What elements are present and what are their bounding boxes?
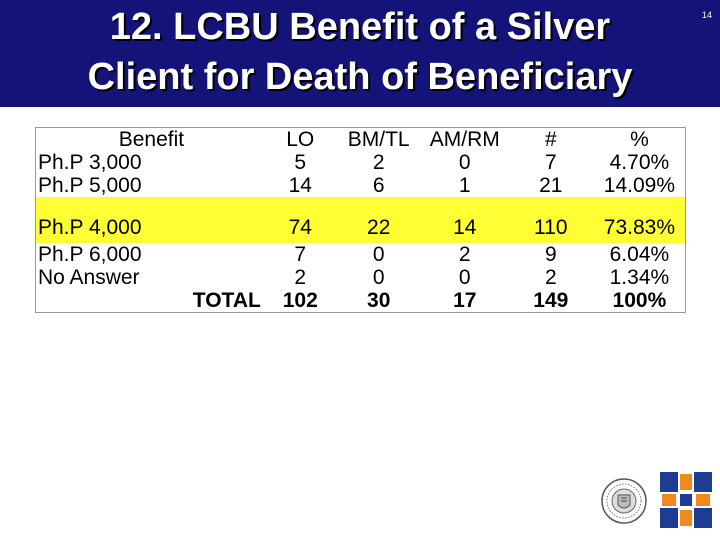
header-percent: %	[630, 128, 649, 151]
cell-lo: 5	[294, 151, 307, 174]
cell-bm-tl: 2	[372, 151, 385, 174]
table-row-highlighted	[36, 197, 686, 243]
row-label: Ph.P 6,000	[38, 243, 142, 266]
row-label: Ph.P 3,000	[38, 151, 142, 174]
cell-count: 21	[539, 174, 563, 197]
table-header-row	[36, 128, 686, 152]
cell-lo: 7	[294, 243, 307, 266]
cell-percent: 1.34%	[609, 266, 670, 289]
cell-percent: 14.09%	[603, 174, 676, 197]
cell-am-rm: 14	[422, 197, 508, 243]
cell-bm-tl: 6	[372, 174, 385, 197]
cell-am-rm: 2	[458, 243, 471, 266]
title-bar	[0, 0, 720, 107]
cell-am-rm: 1	[458, 174, 471, 197]
cell-count: 7	[544, 151, 557, 174]
row-label: Ph.P 4,000	[36, 197, 265, 243]
title-line-1: 12. LCBU Benefit of a Silver	[109, 6, 611, 48]
header-bm-tl: BM/TL	[347, 128, 410, 151]
table-row	[36, 174, 686, 197]
cell-lo: 2	[294, 266, 307, 289]
cell-lo: 74	[265, 197, 336, 243]
total-bm-tl: 30	[367, 289, 391, 312]
cell-lo: 14	[288, 174, 312, 197]
header-lo: LO	[286, 128, 315, 151]
university-seal-icon	[601, 478, 647, 524]
cell-count: 110	[508, 197, 594, 243]
table-row	[36, 243, 686, 266]
cell-count: 9	[544, 243, 557, 266]
slide-title	[0, 2, 720, 102]
title-line-2: Client for Death of Beneficiary	[87, 56, 633, 98]
cell-count: 2	[544, 266, 557, 289]
total-am-rm: 17	[453, 289, 477, 312]
table-row	[36, 266, 686, 289]
table-total-row	[36, 289, 686, 313]
header-am-rm: AM/RM	[429, 128, 500, 151]
cell-percent: 6.04%	[609, 243, 670, 266]
total-count: 149	[533, 289, 569, 312]
header-benefit: Benefit	[118, 128, 185, 151]
company-logo-icon	[656, 468, 716, 532]
cell-am-rm: 0	[458, 266, 471, 289]
slide-number: 14	[701, 10, 712, 20]
row-label: No Answer	[38, 266, 140, 289]
benefit-table	[35, 127, 686, 313]
row-label: Ph.P 5,000	[38, 174, 142, 197]
cell-bm-tl: 0	[372, 243, 385, 266]
total-percent: 100%	[612, 289, 667, 312]
total-lo: 102	[282, 289, 318, 312]
header-count: #	[544, 128, 557, 151]
cell-am-rm: 0	[458, 151, 471, 174]
total-label: TOTAL	[192, 289, 261, 312]
cell-bm-tl: 22	[336, 197, 422, 243]
cell-percent: 4.70%	[609, 151, 670, 174]
cell-percent: 73.83%	[594, 197, 686, 243]
table-row	[36, 151, 686, 174]
cell-bm-tl: 0	[372, 266, 385, 289]
